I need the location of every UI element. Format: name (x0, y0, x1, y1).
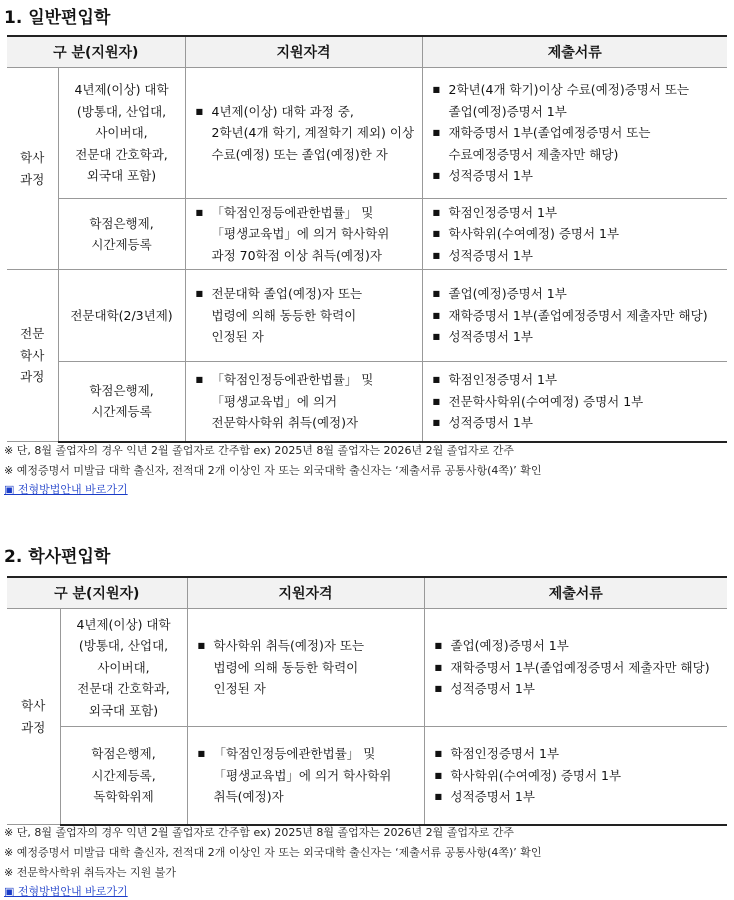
bullet-item: ■ 성적증명서 1부 (435, 786, 723, 808)
table-row (7, 727, 727, 825)
header-category: 구 분(지원자) (7, 36, 185, 68)
applicant-type: 4년제(이상) 대학 (방통대, 산업대, 사이버대, 전문대 간호학과, 외국대 포함) (60, 609, 187, 727)
documents-cell (424, 727, 727, 825)
selection-method-link[interactable]: ▣ 전형방법안내 바로가기 (4, 483, 128, 496)
bullet-item: ■ 졸업(예정)증명서 1부 (435, 635, 723, 657)
table-row (7, 68, 727, 199)
note: ※ 예정증명서 미발급 대학 출신자, 전적대 2개 이상인 자 또는 외국대학 출신자는 ‘제출서류 공통사항(4쪽)’ 확인 (4, 464, 542, 477)
bullet-item: ■ 전문학사학위(수여예정) 증명서 1부 (433, 391, 723, 413)
table-row (7, 199, 727, 270)
table-row (7, 270, 727, 362)
note: ※ 단, 8월 졸업자의 경우 익년 2월 졸업자로 간주함 ex) 2025년 8월 졸업자는 2026년 2월 졸업자로 간주 (4, 826, 515, 839)
bullet-item: ■ 학사학위(수여예정) 증명서 1부 (435, 765, 723, 787)
header-category: 구 분(지원자) (7, 577, 187, 609)
selection-method-link[interactable]: ▣ 전형방법안내 바로가기 (4, 885, 128, 898)
bullet-item: ■ 학점인정증명서 1부 (433, 369, 723, 391)
header-qualification: 지원자격 (187, 577, 424, 609)
documents-cell (422, 270, 727, 362)
qualification-cell (187, 727, 424, 825)
bullet-item: ■ 학점인정증명서 1부 (435, 743, 723, 765)
group-label: 학사 과정 (7, 68, 58, 270)
bullet-item: ■ 졸업(예정)증명서 1부 (433, 283, 723, 305)
bullet-item: ■ 학사학위 취득(예정)자 또는 법령에 의해 동등한 학력이 인정된 자 (198, 635, 420, 700)
qualification-cell (185, 199, 422, 270)
bullet-item: ■ 재학증명서 1부(졸업예정증명서 또는 수료예정증명서 제출자만 해당) (433, 122, 723, 165)
header-documents: 제출서류 (422, 36, 727, 68)
group-label: 전문 학사 과정 (7, 270, 58, 442)
section-title: 2. 학사편입학 (4, 547, 111, 567)
note: ※ 단, 8월 졸업자의 경우 익년 2월 졸업자로 간주함 ex) 2025년 8월 졸업자는 2026년 2월 졸업자로 간주 (4, 444, 515, 457)
note: ※ 전문학사학위 취득자는 지원 불가 (4, 866, 176, 879)
documents-cell (422, 362, 727, 442)
header-documents: 제출서류 (424, 577, 727, 609)
note: ※ 예정증명서 미발급 대학 출신자, 전적대 2개 이상인 자 또는 외국대학 출신자는 ‘제출서류 공통사항(4쪽)’ 확인 (4, 846, 542, 859)
applicant-type: 학점은행제, 시간제등록, 독학학위제 (60, 727, 187, 825)
bullet-item: ■ 학점인정증명서 1부 (433, 202, 723, 224)
applicant-type: 학점은행제, 시간제등록 (58, 362, 185, 442)
bullet-item: ■ 4년제(이상) 대학 과정 중, 2학년(4개 학기, 계절학기 제외) 이상 수료(예정) 또는 졸업(예정)한 자 (196, 101, 418, 166)
qualification-cell (185, 270, 422, 362)
qualification-cell (185, 362, 422, 442)
section-title: 1. 일반편입학 (4, 8, 111, 28)
bullet-item: ■ 학사학위(수여예정) 증명서 1부 (433, 223, 723, 245)
bullet-item: ■ 「학점인정등에관한법률」 및 「평생교육법」에 의거 전문학사학위 취득(예정)자 (196, 369, 418, 434)
documents-cell (424, 609, 727, 727)
documents-cell (422, 199, 727, 270)
general-transfer-table (7, 35, 727, 443)
bullet-item: ■ 성적증명서 1부 (433, 245, 723, 267)
bullet-item: ■ 성적증명서 1부 (433, 326, 723, 348)
bullet-item: ■ 성적증명서 1부 (433, 412, 723, 434)
table-row (7, 609, 727, 727)
documents-cell (422, 68, 727, 199)
bullet-item: ■ 전문대학 졸업(예정)자 또는 법령에 의해 동등한 학력이 인정된 자 (196, 283, 418, 348)
bullet-item: ■ 「학점인정등에관한법률」 및 「평생교육법」에 의거 학사학위 취득(예정)자 (198, 743, 420, 808)
applicant-type: 4년제(이상) 대학 (방통대, 산업대, 사이버대, 전문대 간호학과, 외국대 포함) (58, 68, 185, 199)
bullet-item: ■ 재학증명서 1부(졸업예정증명서 제출자만 해당) (433, 305, 723, 327)
qualification-cell (185, 68, 422, 199)
bullet-item: ■ 「학점인정등에관한법률」 및 「평생교육법」에 의거 학사학위 과정 70학점 이상 취득(예정)자 (196, 202, 418, 267)
applicant-type: 학점은행제, 시간제등록 (58, 199, 185, 270)
bullet-item: ■ 2학년(4개 학기)이상 수료(예정)증명서 또는 졸업(예정)증명서 1부 (433, 79, 723, 122)
table-row (7, 362, 727, 442)
bachelor-transfer-table (7, 576, 727, 826)
bullet-item: ■ 재학증명서 1부(졸업예정증명서 제출자만 해당) (435, 657, 723, 679)
bullet-item: ■ 성적증명서 1부 (435, 678, 723, 700)
header-qualification: 지원자격 (185, 36, 422, 68)
bullet-item: ■ 성적증명서 1부 (433, 165, 723, 187)
qualification-cell (187, 609, 424, 727)
applicant-type: 전문대학(2/3년제) (58, 270, 185, 362)
group-label: 학사 과정 (7, 609, 60, 825)
